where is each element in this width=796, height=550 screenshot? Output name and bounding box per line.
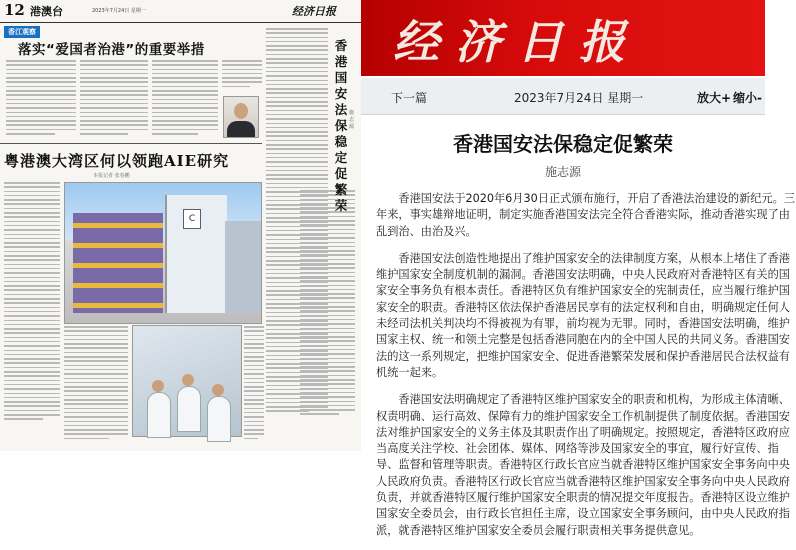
headline-char: 荣 (334, 198, 348, 213)
article-paragraph: 香港国安法于2020年6月30日正式颁布施行，开启了香港法治建设的新纪元。三年来，事实雄辩地证明，制定实施香港国安法完全符合香港实际，推动香港实现了由乱到治、由治及兴。 (376, 192, 796, 238)
column-tag: 香江观察 (4, 26, 40, 38)
masthead-banner (361, 0, 765, 76)
divider (0, 143, 262, 144)
headline-char: 保 (334, 118, 348, 133)
text-column (80, 60, 148, 137)
newspaper-masthead: 经济日报 (292, 5, 336, 18)
building-photo: C (64, 182, 262, 324)
article-headline-aie[interactable]: 粤港澳大湾区何以领跑AIE研究 (4, 152, 230, 170)
text-column (244, 326, 264, 442)
text-column (6, 60, 76, 137)
article-reader (361, 0, 796, 537)
text-column (4, 182, 60, 423)
reader-toolbar (361, 78, 765, 115)
article-paragraph: 香港国安法创造性地提出了维护国家安全的法律制度方案，从根本上堵住了香港维护国家安全制度机制的漏洞。香港国安法明确，中央人民政府对香港特区有关的国家安全事务负有根本责任。香港特区负有维护国家安全的宪制责任，应当履行维护国家安全的职责。香港特区依法保护香港居民享有的法定权利和自由，明确规定任何人未经司法机关判决均不得被视为有罪，前均视为无罪。同时，香港国安法明确，维护国家主权、统一和领土完整是包括香港同胞在内的全中国人民的共同义务。香港国安法的这一系列规定，把维护国家安全、促进香港繁荣发展和保护香港居民合法权益有机统一起来。 (376, 251, 790, 379)
headline-char: 法 (334, 102, 348, 117)
issue-date: 2023年7月24日 星期一 (514, 91, 644, 105)
headline-char: 安 (334, 86, 348, 101)
zoom-in-button[interactable]: 放大+ (697, 91, 732, 105)
article-body (376, 191, 796, 550)
vertical-byline: 施志源 (349, 110, 355, 130)
zoom-out-button[interactable]: 缩小- (733, 91, 762, 105)
newspaper-date: 2023年7月24日 星期一 (92, 8, 146, 14)
section-name: 港澳台 (30, 5, 63, 18)
article-author: 施志源 (544, 165, 581, 179)
text-column (300, 190, 355, 418)
text-column (222, 60, 262, 90)
headline-char: 稳 (334, 134, 348, 149)
newspaper-page-image (0, 0, 361, 451)
headline-char: 定 (334, 150, 348, 165)
lab-scientists-photo (132, 325, 242, 437)
article-byline: 本报记者 张春鹏 (93, 173, 130, 179)
page-number: 12 (4, 1, 25, 19)
text-column (64, 326, 128, 442)
headline-char: 港 (334, 54, 348, 69)
headline-char: 香 (334, 38, 348, 53)
vertical-headline[interactable] (332, 38, 350, 214)
headline-char: 国 (334, 70, 348, 85)
next-article-link[interactable]: 下一篇 (391, 91, 428, 105)
masthead-logo: 经济日报 (393, 15, 641, 69)
newspaper-header (0, 0, 361, 23)
article-headline-patriots[interactable]: 落实“爱国者治港”的重要举措 (18, 42, 205, 58)
author-portrait-photo (223, 96, 259, 138)
article-title: 香港国安法保稳定促繁荣 (453, 132, 673, 156)
article-paragraph: 香港国安法明确规定了香港特区维护国家安全的职责和机构，为形成主体清晰、权责明确、运行高效、保障有力的维护国家安全工作机制提供了制度依据。香港国安法对维护国家安全的义务主体及其职责作出了明确规定。按照规定，香港特区政府应当高度关注学校、社会团体、媒体、网络等涉及国家安全的事宜，履行好宣传、指导、监督和管理等职责。香港特区行政长官应当就香港特区维护国家安全事务向中央人民政府负责。香港特区行政长官应当就香港特区维护国家安全事务向中央人民政府负责，并就香港特区履行维护国家安全职责的情况提交年度报告。香港特区设立维护国家安全委员会，由行政长官担任主席，设立国家安全事务顾问，由中央人民政府指派，就香港特区维护国家安全委员会履行职责相关事务提供意见。 (376, 393, 790, 537)
text-column (152, 60, 218, 137)
headline-char: 促 (334, 166, 348, 181)
headline-char: 繁 (334, 182, 348, 197)
